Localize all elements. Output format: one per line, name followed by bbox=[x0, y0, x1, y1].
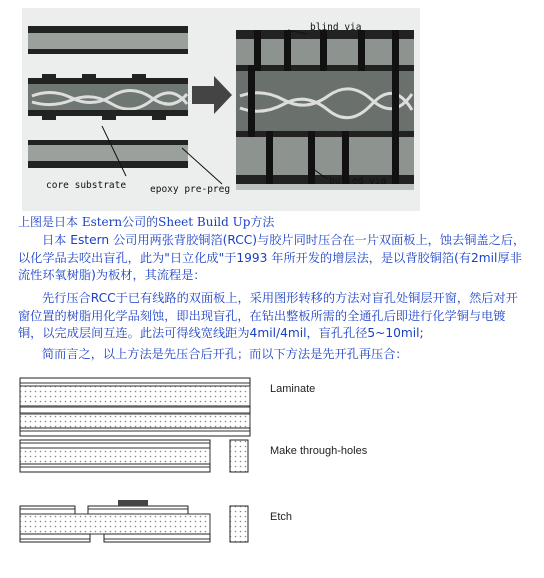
paragraph-2 bbox=[18, 290, 528, 343]
figure-caption: 上图是日本 Estern公司的Sheet Build Up方法 bbox=[18, 215, 275, 229]
laminate-label: Laminate bbox=[270, 383, 316, 395]
etch-step bbox=[20, 500, 292, 542]
paragraph-2-text: 先行压合RCC于已有线路的双面板上，采用图形转移的方法对盲孔处铜层开窗，然后对开窗位置的树脂用化学品刻蚀，即出现盲孔，在钻出整板所需的全通孔后即进行化学铜与电镀铜，以完成层间互连。此法可得线宽线距为4mil/4mil，盲孔孔径5~10mil; bbox=[18, 291, 518, 340]
blind-via-label: blind via bbox=[310, 22, 362, 33]
paragraph-1 bbox=[18, 232, 528, 285]
paragraph-3-text: 简而言之，以上方法是先压合后开孔；而以下方法是先开孔再压合： bbox=[42, 347, 408, 361]
make-through-holes-label: Make through-holes bbox=[270, 445, 368, 457]
epoxy-prepreg-label: epoxy pre-preg bbox=[150, 184, 231, 195]
paragraph-1-text: 日本 Estern 公司用两张背胶铜箔(RCC)与胶片同时压合在一片双面板上，蚀去铜盖之后，以化学品去咬出盲孔，此为"日立化成"于1993 年所开发的增层法，是以背胶铜箔(有2mil厚非流性环氧树脂)为板材，其流程是： bbox=[18, 233, 526, 282]
etch-label: Etch bbox=[270, 511, 293, 523]
right-layer-stack bbox=[236, 30, 414, 190]
through-holes-step bbox=[20, 440, 368, 472]
left-layer-stack bbox=[28, 26, 188, 168]
paragraph-3 bbox=[18, 346, 528, 364]
laminate-process-figure bbox=[18, 374, 518, 574]
laminate-step bbox=[20, 378, 315, 436]
sheet-build-up-figure bbox=[22, 8, 420, 211]
buried-via-label: buried via bbox=[329, 176, 387, 187]
core-substrate-label: core substrate bbox=[46, 180, 127, 191]
